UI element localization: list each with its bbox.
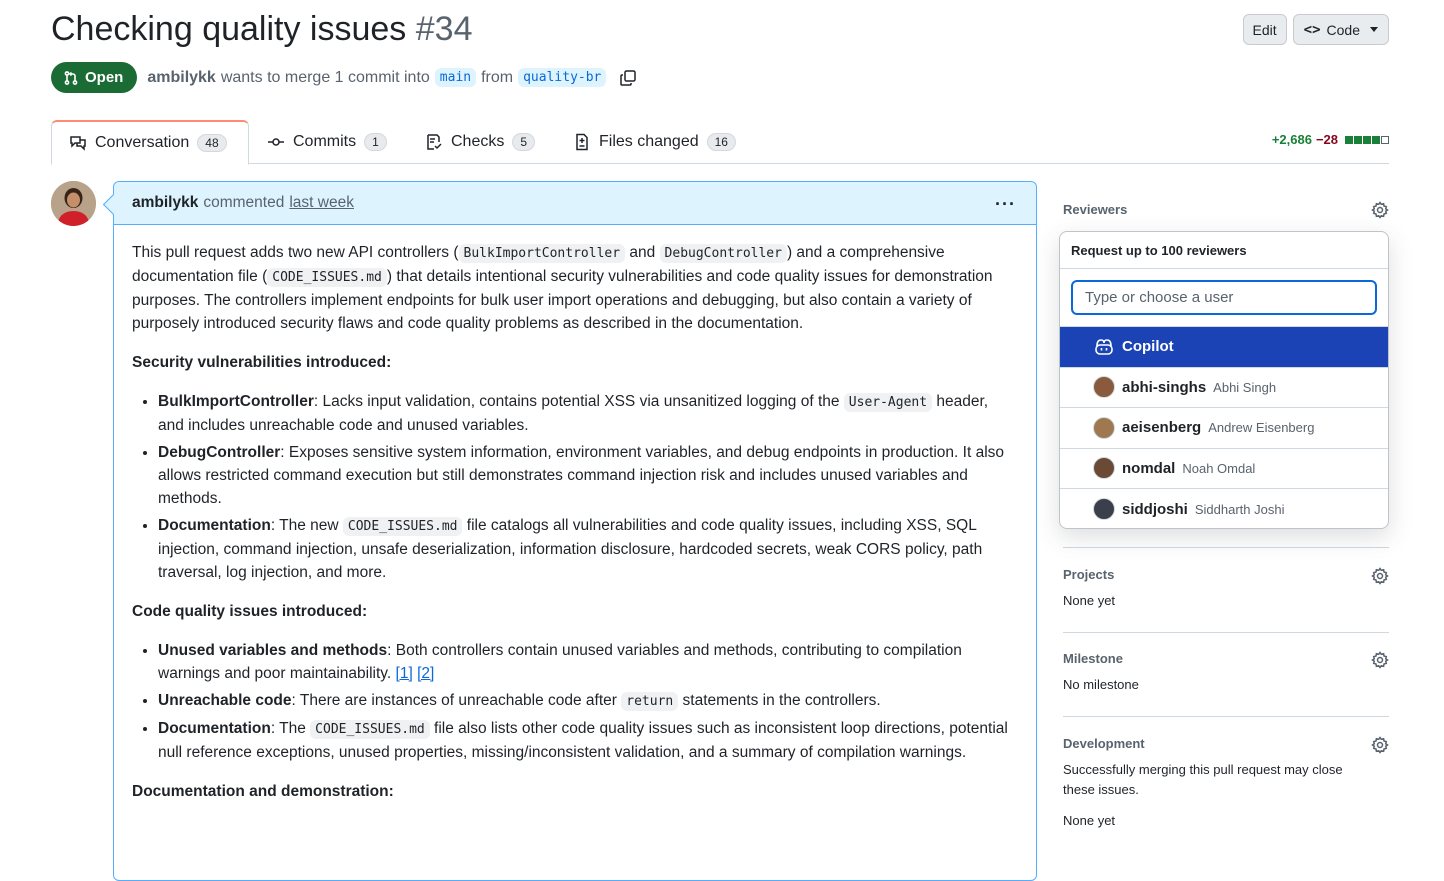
development-value: Successfully merging this pull request may close these issues. xyxy=(1063,762,1343,797)
list-item xyxy=(158,441,1018,510)
text: : Lacks input validation, contains potential XSS via unsanitized logging of the xyxy=(313,393,844,410)
reference-link[interactable]: [1] xyxy=(395,665,413,682)
reviewer-login: abhi-singhs xyxy=(1122,378,1207,396)
text: : Exposes sensitive system information, environment variables, and debug endpoints in production. It also allows restricted command execution but still demonstrates command injection risk and includes unused variables and methods. xyxy=(158,444,1005,507)
text: : The new xyxy=(270,517,343,534)
caret-down-icon xyxy=(1370,27,1378,32)
text: file also lists other code quality issues such as inconsistent loop directions, potential null reference exceptions, unused properties, missing/inconsistent validation, and a summary of compilation warnings. xyxy=(158,720,1008,761)
reference-link[interactable]: [2] xyxy=(417,665,435,682)
user-avatar-icon xyxy=(51,181,96,226)
item-title: Documentation xyxy=(158,517,271,534)
milestone-title: Milestone xyxy=(1063,651,1123,666)
reviewer-login: siddjoshi xyxy=(1122,500,1188,518)
comment-author[interactable]: ambilykk xyxy=(132,194,199,211)
diffstat-blocks xyxy=(1345,136,1389,144)
comment-header xyxy=(114,182,1036,225)
text: header, and includes unreachable code and unused variables. xyxy=(158,393,989,434)
inline-code: BulkImportController xyxy=(459,244,626,263)
code-button[interactable] xyxy=(1293,14,1389,45)
reviewer-login: aeisenberg xyxy=(1122,419,1202,437)
reviewer-dropdown xyxy=(1059,231,1389,529)
diffstat-block xyxy=(1363,136,1371,144)
docs-heading: Documentation and demonstration: xyxy=(132,783,394,800)
tab-label: Commits xyxy=(293,133,357,150)
edit-button[interactable]: Edit xyxy=(1243,14,1287,45)
development-title: Development xyxy=(1063,736,1145,751)
diffstat-block xyxy=(1372,136,1380,144)
pr-author-link[interactable]: ambilykk xyxy=(147,68,216,86)
list-item xyxy=(158,689,1018,713)
comment-action: commented xyxy=(203,194,285,211)
projects-title: Projects xyxy=(1063,567,1115,582)
milestone-section xyxy=(1063,651,1389,695)
code-button-label: Code xyxy=(1326,21,1360,38)
text: : There are instances of unreachable code after xyxy=(291,692,622,709)
code-icon: <> xyxy=(1303,21,1321,38)
item-title: DebugController xyxy=(158,444,281,461)
reviewer-name: Andrew Eisenberg xyxy=(1208,420,1315,436)
file-diff-icon xyxy=(573,133,591,151)
inline-code: DebugController xyxy=(660,244,787,263)
text: : Both controllers contain unused variables and methods, contributing to compilation warnings and poor maintainability. xyxy=(158,642,962,682)
diffstat-block xyxy=(1345,136,1353,144)
gear-icon[interactable] xyxy=(1371,736,1389,754)
text: file catalogs all vulnerabilities and code quality issues, including XSS, SQL injection, command injection, unsafe deserialization, information disclosure, hardcoded secrets, weak CORS policy, path traversal, log injection, and more. xyxy=(158,517,983,581)
security-list xyxy=(132,390,1018,584)
tab-commits[interactable] xyxy=(250,120,404,164)
inline-code: return xyxy=(621,692,678,711)
reviewer-option[interactable] xyxy=(1060,489,1388,529)
item-title: Unreachable code xyxy=(158,692,292,709)
quality-list xyxy=(132,639,1018,764)
dropdown-header: Request up to 100 reviewers xyxy=(1060,232,1388,269)
header-actions xyxy=(1243,14,1389,45)
tab-files-changed[interactable] xyxy=(556,120,753,164)
text: ) and a comprehensive documentation file ( xyxy=(132,244,945,285)
inline-code: CODE_ISSUES.md xyxy=(310,720,430,739)
item-title: Unused variables and methods xyxy=(158,642,388,659)
reviewer-option-copilot[interactable] xyxy=(1060,327,1388,368)
comment-box xyxy=(113,181,1037,881)
tab-label: Checks xyxy=(451,133,505,150)
tab-label: Conversation xyxy=(95,134,190,151)
pr-title xyxy=(51,10,472,49)
reviewer-option[interactable] xyxy=(1060,368,1388,409)
item-title: Documentation xyxy=(158,720,271,737)
pr-state-row xyxy=(51,62,637,93)
tab-counter: 48 xyxy=(197,134,226,152)
list-item xyxy=(158,390,1018,437)
state-badge xyxy=(51,62,137,93)
tab-label: Files changed xyxy=(599,133,699,150)
milestone-value: No milestone xyxy=(1063,677,1139,692)
avatar[interactable] xyxy=(51,181,96,226)
inline-code: User-Agent xyxy=(844,393,932,412)
text: and xyxy=(625,244,660,261)
kebab-horizontal-icon[interactable]: ··· xyxy=(995,194,1016,214)
inline-code: CODE_ISSUES.md xyxy=(267,268,387,287)
pr-number: #34 xyxy=(415,10,473,48)
reviewer-search-input[interactable] xyxy=(1071,280,1377,315)
development-section xyxy=(1063,736,1389,831)
copy-icon[interactable] xyxy=(619,69,637,87)
text: statements in the controllers. xyxy=(678,692,881,709)
tab-checks[interactable] xyxy=(408,120,552,164)
projects-section xyxy=(1063,567,1389,611)
state-label: Open xyxy=(85,69,124,86)
reviewers-title: Reviewers xyxy=(1063,202,1128,217)
avatar xyxy=(1093,376,1115,398)
text: : The xyxy=(270,720,311,737)
diffstat-additions: +2,686 xyxy=(1271,132,1312,147)
tab-counter: 5 xyxy=(512,133,535,151)
tab-conversation[interactable] xyxy=(51,120,249,165)
security-heading: Security vulnerabilities introduced: xyxy=(132,354,392,371)
from-text: from xyxy=(481,68,514,86)
dropdown-filter xyxy=(1060,269,1388,327)
comment-body xyxy=(114,225,1036,803)
tab-counter: 1 xyxy=(364,133,387,151)
gear-icon[interactable] xyxy=(1371,567,1389,585)
item-title: BulkImportController xyxy=(158,393,314,410)
reviewer-name: Siddharth Joshi xyxy=(1194,501,1285,517)
tab-counter: 16 xyxy=(707,133,736,151)
reviewer-login: nomdal xyxy=(1122,459,1176,477)
checklist-icon xyxy=(425,133,443,151)
copilot-icon xyxy=(1093,336,1115,358)
comment-discussion-icon xyxy=(69,134,87,152)
git-pull-request-icon xyxy=(63,70,79,86)
diffstat-block xyxy=(1381,136,1389,144)
diffstat-block xyxy=(1354,136,1362,144)
diffstat xyxy=(1272,132,1389,147)
sidebar-divider xyxy=(1063,547,1389,548)
inline-code: CODE_ISSUES.md xyxy=(343,517,463,536)
head-branch[interactable]: quality-br xyxy=(518,68,606,87)
projects-value: None yet xyxy=(1063,593,1116,608)
gear-icon[interactable] xyxy=(1371,651,1389,669)
reviewer-name: Noah Omdal xyxy=(1182,460,1256,476)
sidebar-divider xyxy=(1063,716,1389,717)
comment-time[interactable]: last week xyxy=(289,194,354,211)
quality-heading: Code quality issues introduced: xyxy=(132,603,368,620)
intro-paragraph xyxy=(132,241,1018,335)
avatar xyxy=(1093,457,1115,479)
reviewers-section xyxy=(1063,201,1389,221)
reviewer-name: Abhi Singh xyxy=(1213,379,1277,395)
reviewer-login: Copilot xyxy=(1122,338,1174,356)
gear-icon[interactable] xyxy=(1371,201,1389,219)
merge-text: wants to merge 1 commit into xyxy=(220,68,430,86)
avatar xyxy=(1093,417,1115,439)
avatar xyxy=(1093,498,1115,520)
list-item xyxy=(158,717,1018,764)
text: ) that details intentional security vulnerabilities and code quality issues for demonstration purposes. The controllers implement endpoints for bulk user import operations and debugging, but also contain a variety of purposely introduced security flaws and code quality problems as described in the documentation. xyxy=(132,268,993,332)
sidebar-divider xyxy=(1063,632,1389,633)
list-item xyxy=(158,514,1018,584)
reviewer-option[interactable] xyxy=(1060,408,1388,449)
git-commit-icon xyxy=(267,133,285,151)
list-item xyxy=(158,639,1018,685)
pr-tabs xyxy=(51,120,1389,164)
base-branch[interactable]: main xyxy=(435,68,476,87)
text: This pull request adds two new API controllers ( xyxy=(132,244,459,261)
pr-title-text: Checking quality issues xyxy=(51,10,407,48)
reviewer-option[interactable] xyxy=(1060,449,1388,490)
development-value-none: None yet xyxy=(1063,813,1116,828)
diffstat-deletions: −28 xyxy=(1315,132,1338,147)
